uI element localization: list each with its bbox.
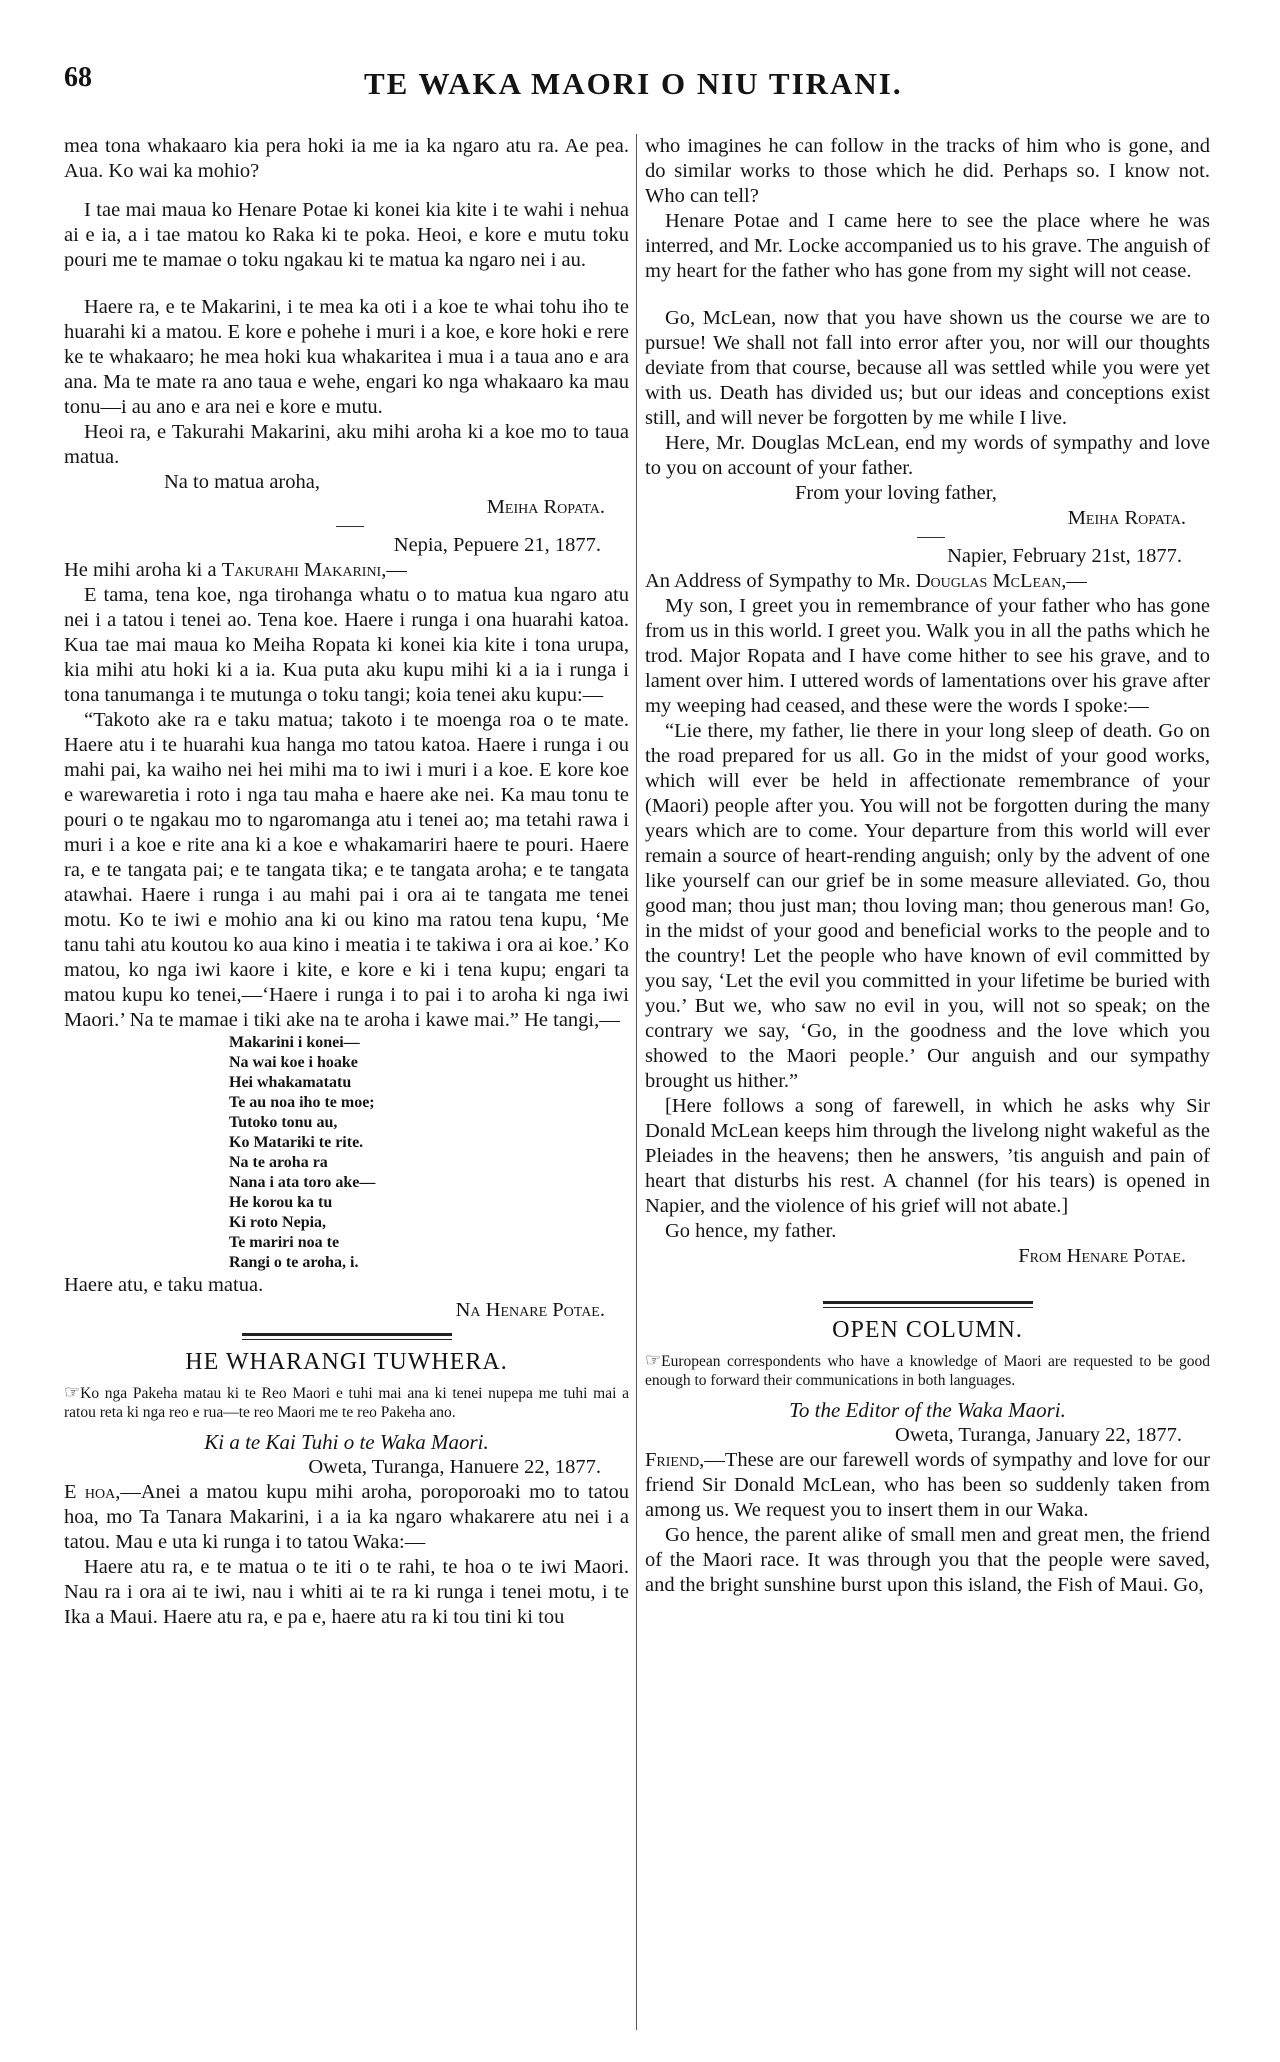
paragraph: Go hence, the parent alike of small men and great men, the friend of the Maori race. It was through you that the people were saved, and the bright sunshine burst upon this island, the Fish of Maui. Go, bbox=[645, 1524, 1210, 1596]
right-column bbox=[645, 134, 1210, 1598]
poem-line: Rangi o te aroha, i. bbox=[229, 1254, 359, 1271]
page-header bbox=[64, 62, 1214, 112]
left-column bbox=[64, 134, 629, 1630]
paragraph: Haere ra, e te Makarini, i te mea ka oti i a koe te whai tohu iho te huarahi ki a matou. E kore e pohehe i muri i a koe, e kore hoki e rere ke te whakaaro; he mea hoki kua whakaritea i mua i a taua ano e ara ana. Ma te mate ra ano taua e wehe, engari ko nga whakaaro ka mau tonu—i au ano e ara nei e kore e mutu. bbox=[64, 296, 629, 418]
page-number: 68 bbox=[64, 62, 92, 93]
poem-line: Tutoko tonu au, bbox=[229, 1114, 338, 1131]
poem bbox=[229, 1033, 629, 1273]
paragraph: Go hence, my father. bbox=[665, 1220, 837, 1242]
signature: Na Henare Potae. bbox=[455, 1299, 605, 1321]
dateline: Nepia, Pepuere 21, 1877. bbox=[393, 534, 601, 556]
signature: From Henare Potae. bbox=[1018, 1245, 1186, 1267]
pointing-hand-icon: ☞ bbox=[645, 1350, 662, 1370]
section-title: OPEN COLUMN. bbox=[832, 1317, 1023, 1343]
poem-line: Te au noa iho te moe; bbox=[229, 1094, 375, 1111]
paragraph: who imagines he can follow in the tracks of him who is gone, and do similar works to those which he did. Perhaps so. I know not. Who can tell? bbox=[645, 135, 1210, 207]
section-rule bbox=[823, 1301, 1033, 1308]
address-line: An Address of Sympathy to Mr. Douglas McLean,— bbox=[645, 570, 1087, 592]
paragraph: [Here follows a song of farewell, in which he asks why Sir Donald McLean keeps him through the livelong night wakeful as the Pleiades in the heavens; then he answers, ’tis anguish and pain of heart that disturbs his rest. A channel (for his tears) is opened in Napier, and the violence of his grief will not abate.] bbox=[645, 1095, 1210, 1217]
section-rule bbox=[242, 1333, 452, 1340]
paragraph: “Lie there, my father, lie there in your long sleep of death. Go on the road prepared for us all. Go in the midst of your good works, which will ever be held in affectionate remembrance of your (Maori) people after you. You will not be forgotten during the many years which are to come. Your departure from this world will ever remain a source of heart-rending anguish; only by the advent of one like yourself can our grief be in some measure alleviated. Go, thou good man; thou just man; thou loving man; thou generous man! Go, in the midst of your good and beneficial works to the people and to the country! Let the people who have known of evil committed by you say, ‘Let the evil you committed in your lifetime be buried with you.’ But we, who saw no evil in you, will not so speak; on the contrary we say, ‘Go, in the goodness and the love which you showed to the Maori people.’ Our anguish and our sympathy brought us hither.” bbox=[645, 720, 1210, 1092]
poem-line: Hei whakamatatu bbox=[229, 1074, 352, 1091]
paragraph: Here, Mr. Douglas McLean, end my words of sympathy and love to you on account of your father. bbox=[645, 432, 1210, 479]
poem-line: Na wai koe i hoake bbox=[229, 1054, 358, 1071]
pointing-hand-icon: ☞ bbox=[64, 1382, 81, 1402]
page-title: TE WAKA MAORI O NIU TIRANI. bbox=[364, 66, 903, 101]
paragraph: E hoa,—Anei a matou kupu mihi aroha, poroporoaki mo to tatou hoa, mo Ta Tanara Makarini, i a ia ka ngaro whakarere atu nei i a tatou. Mau e uta ki runga i to tatou Waka:— bbox=[64, 1481, 629, 1553]
section-title: HE WHARANGI TUWHERA. bbox=[185, 1349, 508, 1375]
paragraph: Haere atu, e taku matua. bbox=[64, 1274, 264, 1296]
paragraph: Haere atu ra, e te matua o te iti o te rahi, te hoa o te iwi Maori. Nau ra i ora ai te iwi, nau i whiti ai te ra ki runga i tenei motu, i te Ika a Maui. Haere atu ra, e pa e, haere atu ra ki tou tini ki tou bbox=[64, 1556, 629, 1628]
paragraph: Go, McLean, now that you have shown us the course we are to pursue! We shall not fall into error after you, nor will our thoughts deviate from that course, because all was settled while you were yet with us. Death has divided us; but our ideas and conceptions exist still, and will never be forgotten by me while I live. bbox=[645, 307, 1210, 429]
poem-line: Makarini i konei— bbox=[229, 1034, 360, 1051]
paragraph: “Takoto ake ra e taku matua; takoto i te moenga roa o te mate. Haere atu i te huarahi kua hanga mo tatou katoa. Haere i runga i ou mahi pai, ka waiho nei hei mihi ma to iwi i muri i a koe. E kore koe e warewaretia i roto i nga tau maha e haere ake nei. Ka mau tonu te pouri o te ngakau mo to ngaromanga atu i tenei ao; ma tetahi rawa i muri i a koe e rite ana ki a koe e whakamariri haere te pouri. Haere ra, e te tangata pai; e te tangata tika; e te tangata aroha; e te tangata atawhai. Haere i runga i au mahi pai i ora ai te tangata me tenei motu. Ko te iwi e mohio ana ki ou kino ma ratou tena kupu, ‘Me tanu tahi atu koutou ko aua kino i meatia i te takiwa i ora ai koe.’ Ko matou, ko nga iwi kaore i kite, e kore e ki i tena kupu; engari ta matou kupu ko tenei,—‘Haere i runga i to pai i to aroha ki nga iwi Maori.’ Na te mamae i tiki ake na te aroha i kawe mai.” He tangi,— bbox=[64, 709, 629, 1031]
poem-line: Na te aroha ra bbox=[229, 1154, 328, 1171]
column-divider bbox=[636, 134, 637, 2030]
dateline: Oweta, Turanga, January 22, 1877. bbox=[895, 1424, 1182, 1446]
poem-line: Ki roto Nepia, bbox=[229, 1214, 327, 1231]
poem-line: Nana i ata toro ake— bbox=[229, 1174, 376, 1191]
address-line: He mihi aroha ki a Takurahi Makarini,— bbox=[64, 559, 407, 581]
paragraph: Henare Potae and I came here to see the place where he was interred, and Mr. Locke accompanied us to his grave. The anguish of my heart for the father who has gone from my sight will not cease. bbox=[645, 210, 1210, 282]
notice: ☞European correspondents who have a knowledge of Maori are requested to be good enough to forward their communications in both languages. bbox=[645, 1350, 1210, 1389]
poem-line: Te mariri noa te bbox=[229, 1234, 340, 1251]
dateline: Napier, February 21st, 1877. bbox=[947, 545, 1182, 567]
paragraph: E tama, tena koe, nga tirohanga whatu o to matua kua ngaro atu nei i a tatou i tenei ao. Tena koe. Haere i runga i ona huarahi katoa. Kua tae mai maua ko Meiha Ropata ki konei kia kite i tona urupa, kia mihi atu hoki ki a ia. Kua puta aku kupu mihi ki a ia i runga i tona tanumanga i te mutunga o toku tangi; koia tenei aku kupu:— bbox=[64, 584, 629, 706]
dateline: Oweta, Turanga, Hanuere 22, 1877. bbox=[308, 1456, 601, 1478]
poem-line: Ko Matariki te rite. bbox=[229, 1134, 364, 1151]
short-rule bbox=[917, 537, 945, 538]
salutation-heading: To the Editor of the Waka Maori. bbox=[789, 1398, 1066, 1422]
paragraph: Friend,—These are our farewell words of sympathy and love for our friend Sir Donald McLean, who has been so suddenly taken from among us. We request you to insert them in our Waka. bbox=[645, 1449, 1210, 1521]
paragraph: I tae mai maua ko Henare Potae ki konei kia kite i te wahi i nehua ai e ia, a i tae matou ko Raka ki te poka. Heoi, e kore e mutu toku pouri me te mamae o toku ngakau ki te matua ka ngaro nei i au. bbox=[64, 199, 629, 271]
salutation-heading: Ki a te Kai Tuhi o te Waka Maori. bbox=[204, 1430, 489, 1454]
paragraph: mea tona whakaaro kia pera hoki ia me ia ka ngaro atu ra. Ae pea. Aua. Ko wai ka mohio? bbox=[64, 135, 629, 182]
valediction: From your loving father, bbox=[795, 482, 997, 504]
short-rule bbox=[336, 526, 364, 527]
poem-line: He korou ka tu bbox=[229, 1194, 333, 1211]
signature: Meiha Ropata. bbox=[1067, 507, 1186, 529]
paragraph: Heoi ra, e Takurahi Makarini, aku mihi aroha ki a koe mo to taua matua. bbox=[64, 421, 629, 468]
signature: Meiha Ropata. bbox=[486, 496, 605, 518]
paragraph: My son, I greet you in remembrance of your father who has gone from us in this world. I greet you. Walk you in all the paths which he trod. Major Ropata and I have come hither to see his grave, and to lament over him. I uttered words of lamentations over his grave after my weeping had ceased, and these were the words I spoke:— bbox=[645, 595, 1210, 717]
valediction: Na to matua aroha, bbox=[164, 471, 320, 493]
notice: ☞Ko nga Pakeha matau ki te Reo Maori e tuhi mai ana ki tenei nupepa me tuhi mai a ratou reta ki nga reo e rua—te reo Maori me te reo Pakeha ano. bbox=[64, 1382, 629, 1421]
